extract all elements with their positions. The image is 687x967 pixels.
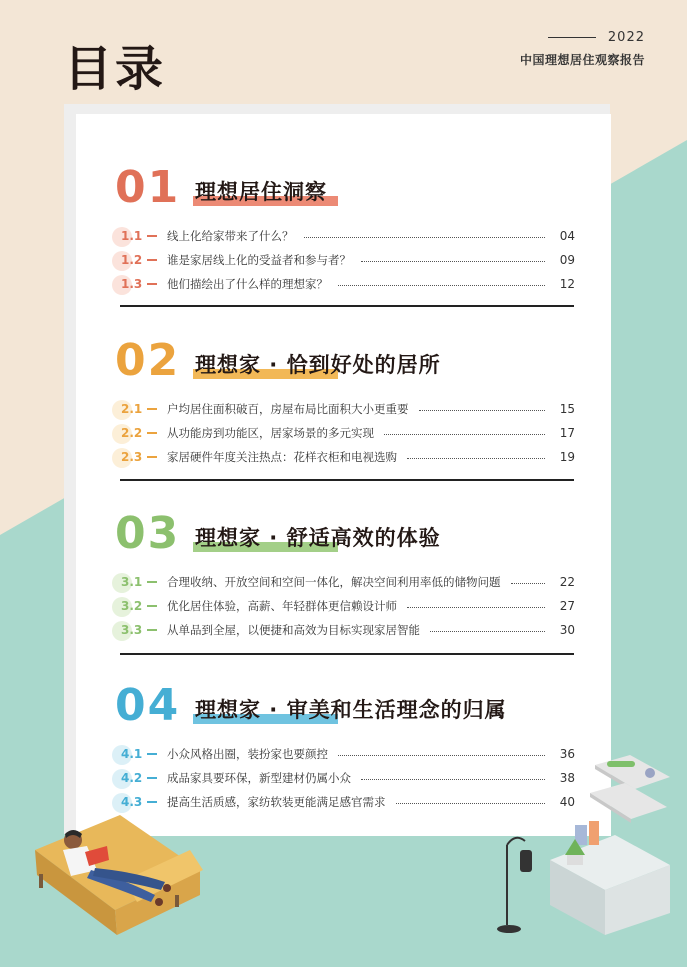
entry-title[interactable]: 户均居住面积破百，房屋布局比面积大小更重要 — [167, 402, 409, 416]
entry-title[interactable]: 他们描绘出了什么样的理想家？ — [167, 277, 328, 291]
entry-page-number: 19 — [559, 450, 575, 464]
page-title: 目录 — [64, 41, 167, 97]
entry-number: 2.3 — [121, 450, 143, 464]
entry-page-number: 38 — [559, 771, 575, 785]
entry-page-number: 17 — [559, 426, 575, 440]
section-items — [115, 224, 575, 296]
entry-dash — [147, 456, 157, 458]
entry-dash — [147, 605, 157, 607]
entry-title[interactable]: 小众风格出圈，装扮家也要颜控 — [167, 747, 328, 761]
section-divider — [120, 479, 574, 481]
section-divider — [120, 305, 574, 307]
entry-title[interactable]: 从功能房到功能区，居家场景的多元实现 — [167, 426, 374, 440]
toc-entry[interactable] — [115, 272, 575, 296]
entry-title[interactable]: 家居硬件年度关注热点：花样衣柜和电视选购 — [167, 450, 397, 464]
entry-number: 1.2 — [121, 253, 143, 267]
entry-dash — [147, 408, 157, 410]
toc-entry[interactable] — [115, 224, 575, 248]
report-year: 2022 — [607, 30, 645, 45]
section-title[interactable]: 理想居住洞察 — [195, 180, 327, 204]
toc-entry[interactable] — [115, 445, 575, 469]
entry-page-number: 27 — [559, 599, 575, 613]
section-title[interactable]: 理想家 · 恰到好处的居所 — [195, 353, 441, 377]
entry-number: 4.3 — [121, 795, 143, 809]
section-header — [115, 335, 575, 387]
toc-entry[interactable] — [115, 618, 575, 642]
entry-number: 3.2 — [121, 599, 143, 613]
report-header — [520, 30, 645, 68]
entry-page-number: 36 — [559, 747, 575, 761]
section-header — [115, 162, 575, 214]
entry-page-number: 30 — [559, 623, 575, 637]
entry-title[interactable]: 从单品到全屋，以便捷和高效为目标实现家居智能 — [167, 623, 420, 637]
entry-title[interactable]: 优化居住体验，高薪、年轻群体更信赖设计师 — [167, 599, 397, 613]
toc-entry[interactable] — [115, 421, 575, 445]
entry-dash — [147, 801, 157, 803]
entry-leader-dots — [407, 458, 545, 459]
toc-entry[interactable] — [115, 248, 575, 272]
section-title[interactable]: 理想家 · 舒适高效的体验 — [195, 526, 441, 550]
section-title[interactable]: 理想家 · 审美和生活理念的归属 — [195, 698, 507, 722]
entry-page-number: 15 — [559, 402, 575, 416]
entry-number: 2.1 — [121, 402, 143, 416]
toc-section-1 — [115, 162, 575, 296]
section-number: 02 — [115, 335, 181, 386]
section-number: 01 — [115, 162, 181, 213]
entry-leader-dots — [384, 434, 545, 435]
entry-dash — [147, 259, 157, 261]
entry-page-number: 04 — [559, 229, 575, 243]
entry-number: 3.3 — [121, 623, 143, 637]
entry-page-number: 12 — [559, 277, 575, 291]
toc-section-3 — [115, 508, 575, 642]
entry-number: 4.1 — [121, 747, 143, 761]
toc-entry[interactable] — [115, 594, 575, 618]
entry-leader-dots — [304, 237, 546, 238]
entry-title[interactable]: 合理收纳、开放空间和空间一体化，解决空间利用率低的储物问题 — [167, 575, 501, 589]
section-number: 04 — [115, 680, 181, 731]
entry-dash — [147, 629, 157, 631]
entry-dash — [147, 777, 157, 779]
entry-page-number: 22 — [559, 575, 575, 589]
entry-dash — [147, 432, 157, 434]
entry-leader-dots — [419, 410, 546, 411]
entry-title[interactable]: 线上化给家带来了什么？ — [167, 229, 294, 243]
entry-number: 2.2 — [121, 426, 143, 440]
entry-leader-dots — [511, 583, 546, 584]
entry-title[interactable]: 成品家具要环保，新型建材仍属小众 — [167, 771, 351, 785]
entry-title[interactable]: 谁是家居线上化的受益者和参与者？ — [167, 253, 351, 267]
entry-dash — [147, 283, 157, 285]
section-items — [115, 397, 575, 469]
entry-leader-dots — [430, 631, 545, 632]
report-name: 中国理想居住观察报告 — [519, 53, 645, 67]
entry-leader-dots — [407, 607, 545, 608]
entry-leader-dots — [338, 285, 545, 286]
year-rule — [548, 37, 596, 38]
entry-title[interactable]: 提高生活质感，家纺软装更能满足感官需求 — [167, 795, 386, 809]
desk-shelf-illustration — [495, 755, 675, 945]
toc-entry[interactable] — [115, 570, 575, 594]
sofa-reading-illustration — [25, 810, 215, 940]
entry-number: 4.2 — [121, 771, 143, 785]
entry-dash — [147, 753, 157, 755]
entry-dash — [147, 235, 157, 237]
entry-number: 1.1 — [121, 229, 143, 243]
section-divider — [120, 653, 574, 655]
section-items — [115, 570, 575, 642]
section-number: 03 — [115, 508, 181, 559]
entry-page-number: 09 — [559, 253, 575, 267]
toc-section-2 — [115, 335, 575, 469]
entry-number: 3.1 — [121, 575, 143, 589]
section-header — [115, 680, 575, 732]
section-header — [115, 508, 575, 560]
entry-leader-dots — [361, 261, 545, 262]
entry-page-number: 40 — [559, 795, 575, 809]
entry-dash — [147, 581, 157, 583]
entry-number: 1.3 — [121, 277, 143, 291]
toc-entry[interactable] — [115, 397, 575, 421]
